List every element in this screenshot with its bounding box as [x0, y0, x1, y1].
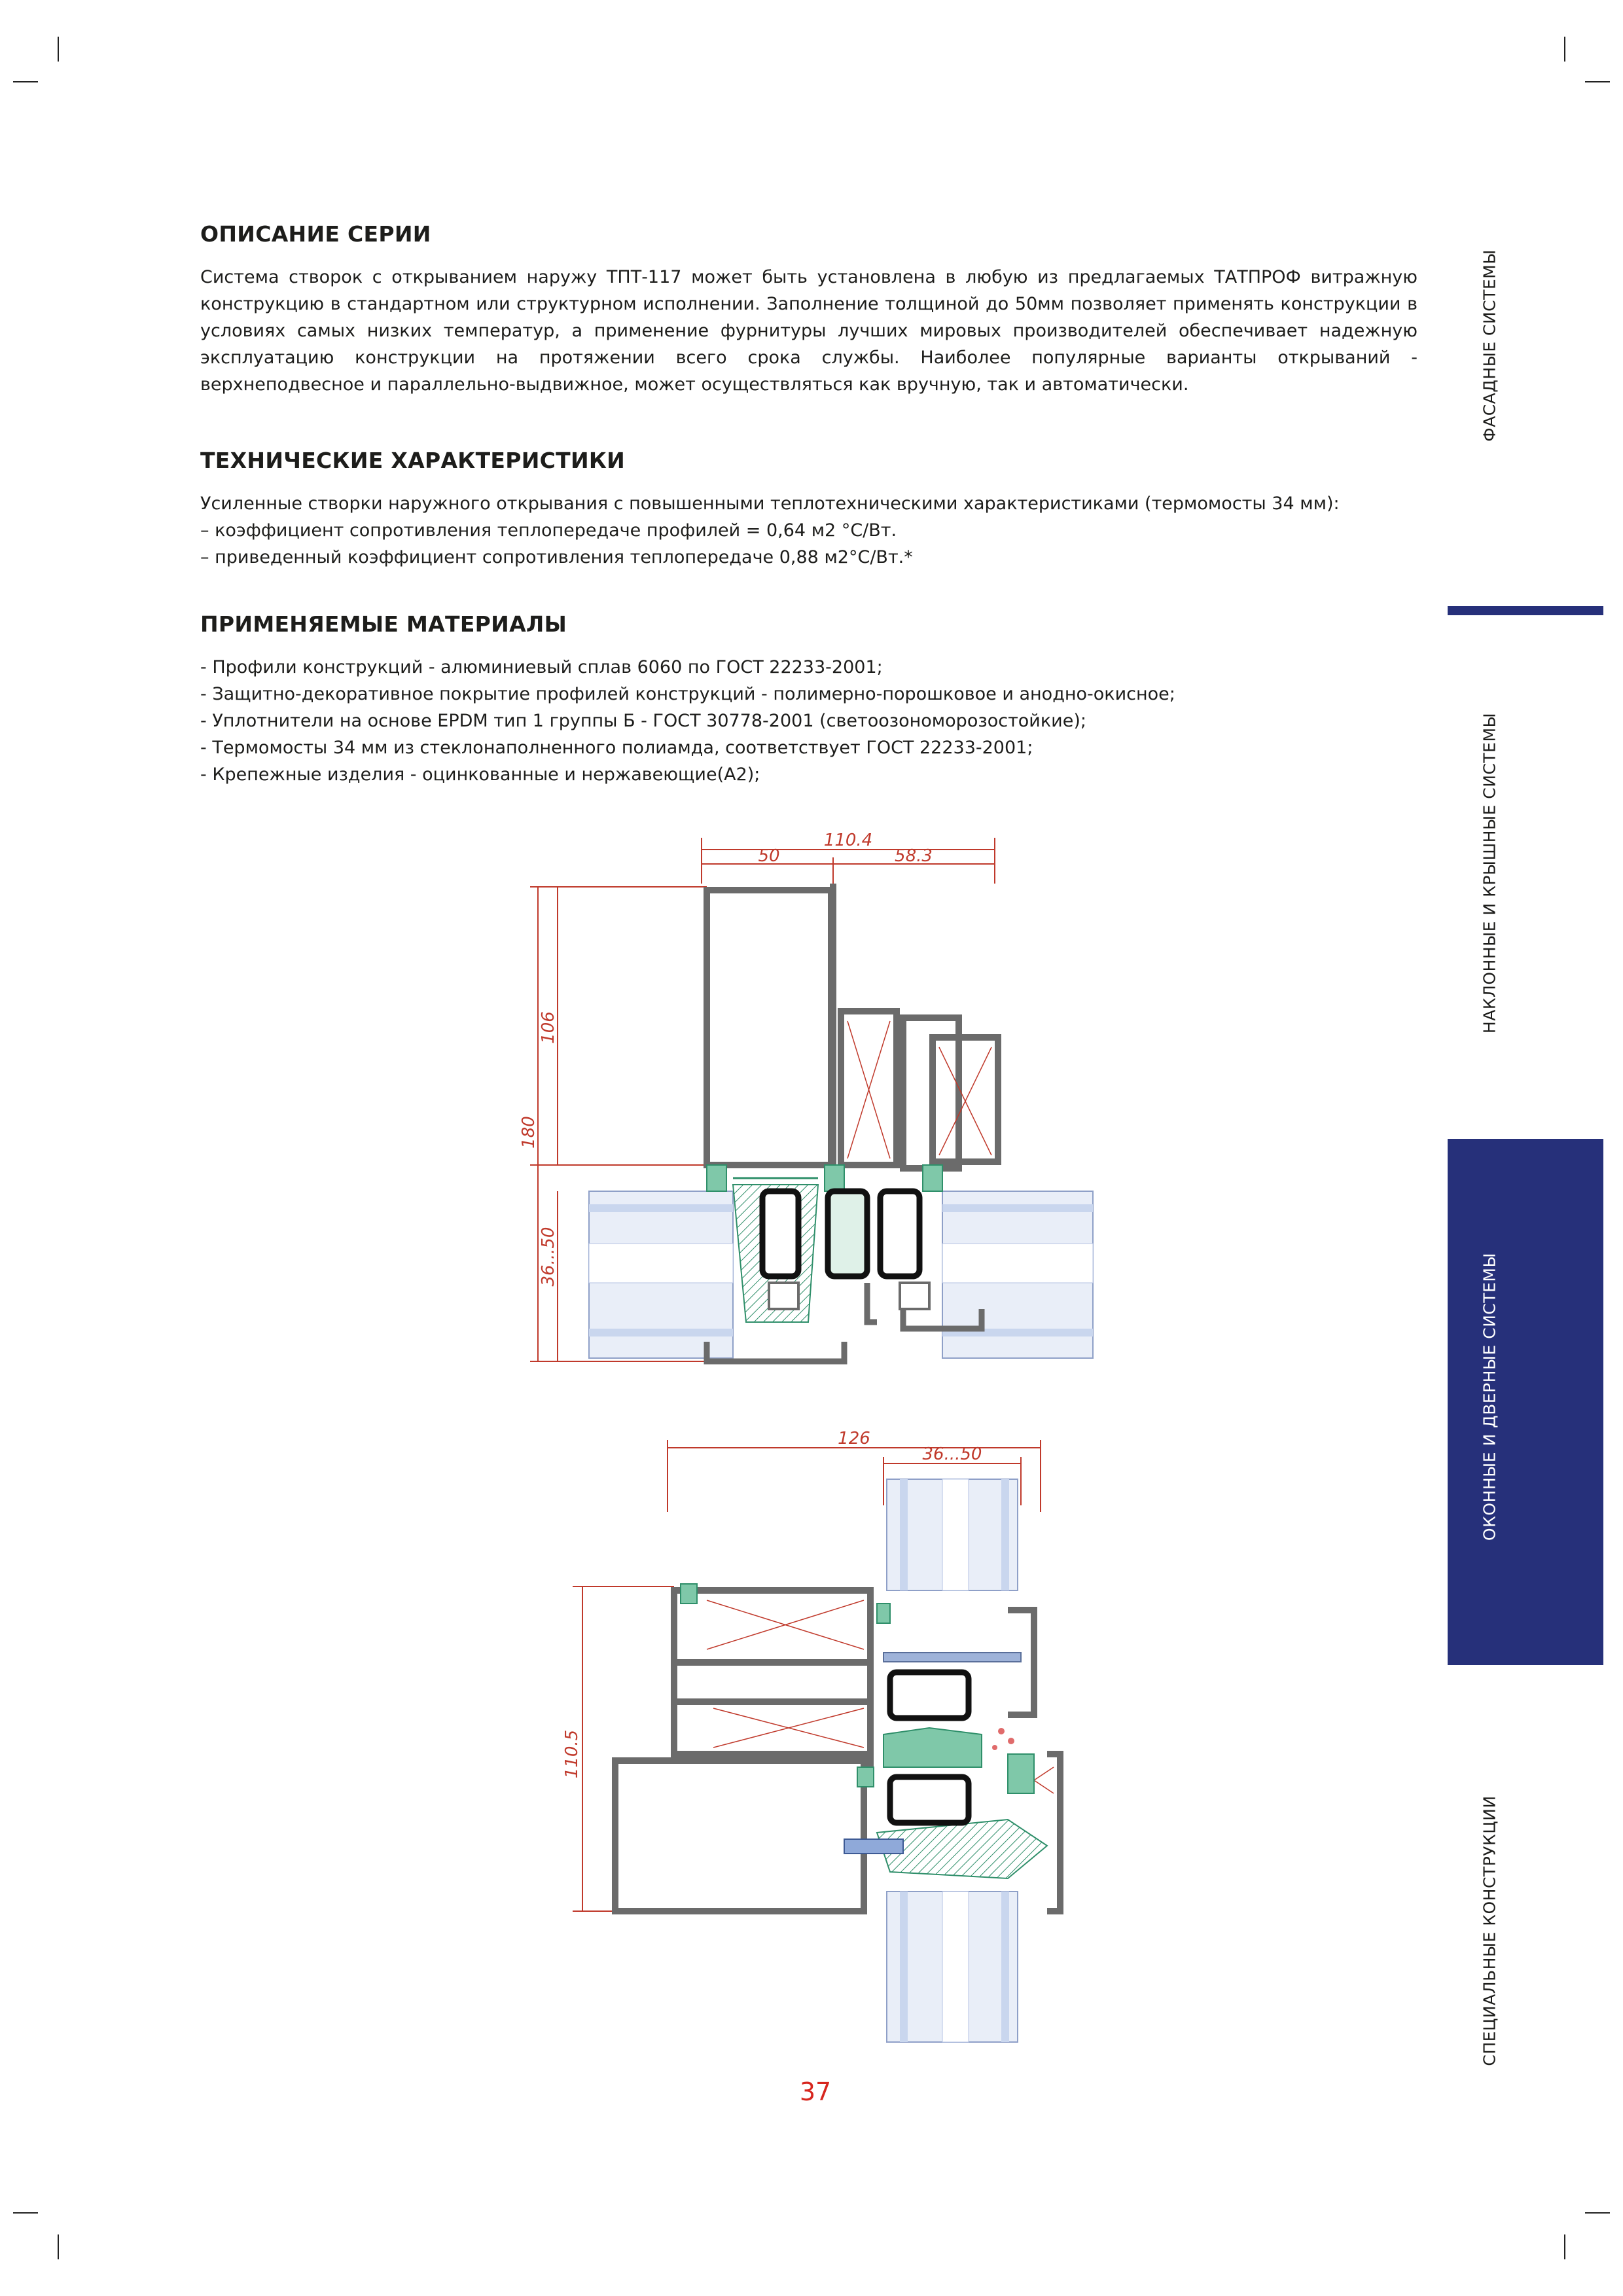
dimension-label: 110.4: [823, 831, 873, 850]
fixing-block: [900, 1283, 929, 1309]
profile-frame: [707, 884, 998, 1178]
section-heading: ПРИМЕНЯЕМЫЕ МАТЕРИАЛЫ: [200, 611, 567, 637]
profile-cavity-cross: [847, 1021, 991, 1158]
text-line: - Уплотнители на основе EPDM тип 1 группы Б - ГОСТ 30778-2001 (светоозономорозостойкие);: [200, 711, 1086, 731]
lock-bolt: [844, 1839, 903, 1854]
side-tab-label: СПЕЦИАЛЬНЫЕ КОНСТРУКЦИИ: [1480, 1795, 1499, 2066]
dimension-label: 110.5: [562, 1729, 582, 1779]
crop-mark: [58, 37, 59, 62]
crop-mark: [13, 2212, 38, 2214]
side-nav-marker: [1448, 606, 1603, 615]
text-line: – коэффициент сопротивления теплопередаче профилей = 0,64 м2 °С/Вт.: [200, 520, 897, 541]
side-nav-active-block: [1448, 1139, 1603, 1665]
section-text: Система створок с открыванием наружу ТПТ-117 может быть установлена в любую из предлагаемых ТАТПРОФ витражную конструкцию в стандартном или структурном исполнении. Заполнение толщиной до 50мм позволяет применять конструкции в условиях самых низких температур, а применение фурнитуры лучших мировых производителей обеспечивает надежную эксплуатацию конструкции на протяжении всего срока службы. Наиболее популярные варианты открываний - верхнеподвесное и параллельно-выдвижное, может осуществляться как вручную, так и автоматически.: [200, 267, 1418, 395]
dimension-label: 36...50: [539, 1227, 558, 1287]
fixing-block: [769, 1283, 798, 1309]
text-line: Усиленные створки наружного открывания с повышенными теплотехническими характеристиками (термомосты 34 мм):: [200, 493, 1340, 514]
crop-mark: [1585, 81, 1610, 82]
section-technical: [200, 448, 1418, 571]
side-tab-label: ОКОННЫЕ И ДВЕРНЫЕ СИСТЕМЫ: [1480, 1252, 1499, 1541]
section-materials: [200, 611, 1418, 788]
text-line: - Профили конструкций - алюминиевый сплав 6060 по ГОСТ 22233-2001;: [200, 657, 883, 677]
section-heading: ТЕХНИЧЕСКИЕ ХАРАКТЕРИСТИКИ: [200, 448, 626, 473]
section-drawing-2: [550, 1427, 1086, 2055]
section-heading: ОПИСАНИЕ СЕРИИ: [200, 221, 431, 247]
text-line: - Защитно-декоративное покрытие профилей конструкций - полимерно-порошковое и анодно-окисное;: [200, 684, 1175, 704]
crop-mark: [1564, 37, 1565, 62]
page-number: 37: [799, 2077, 832, 2106]
profile-cavity-cross: [707, 1600, 1054, 1793]
side-tab-label: НАКЛОННЫЕ И КРЫШНЫЕ СИСТЕМЫ: [1480, 712, 1499, 1034]
dimension-label: 106: [539, 1011, 558, 1044]
crop-mark: [13, 81, 38, 82]
dimension-label: 58.3: [895, 846, 933, 866]
drain-drop: [992, 1728, 1014, 1750]
crop-mark: [58, 2234, 59, 2259]
dimension-label: 50: [758, 846, 780, 866]
crop-mark: [1564, 2234, 1565, 2259]
side-tab-label: ФАСАДНЫЕ СИСТЕМЫ: [1480, 249, 1499, 442]
crop-mark: [1585, 2212, 1610, 2214]
text-line: - Термомосты 34 мм из стеклонаполненного полиамда, соответствует ГОСТ 22233-2001;: [200, 738, 1033, 758]
dimension-label: 126: [838, 1429, 870, 1448]
text-line: - Крепежные изделия - оцинкованные и нержавеющие(А2);: [200, 764, 760, 785]
dimension-label: 36...50: [922, 1444, 982, 1464]
thermal-break: [762, 1191, 919, 1276]
text-line: – приведенный коэффициент сопротивления теплопередаче 0,88 м2°С/Вт.*: [200, 547, 913, 567]
dimension-label: 180: [519, 1116, 539, 1149]
section-drawing-1: [510, 825, 1139, 1374]
glazing-bead: [883, 1653, 1021, 1662]
section-description: [200, 221, 1418, 398]
